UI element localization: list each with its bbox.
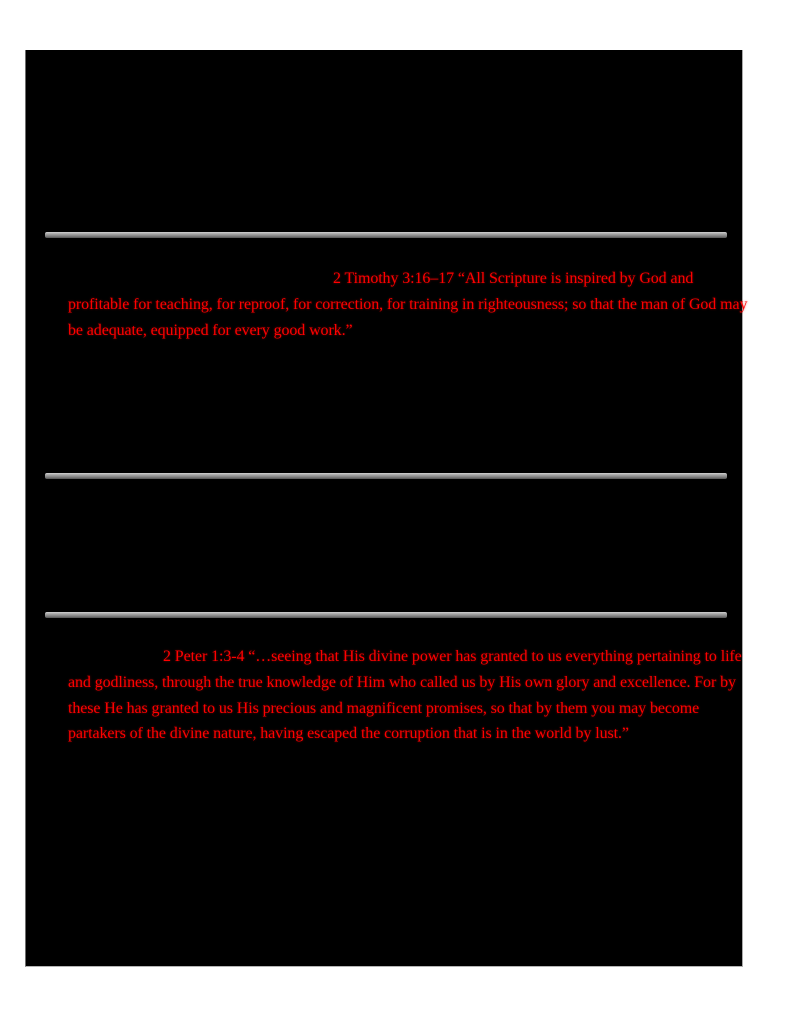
scripture-quote-line: profitable for teaching, for reproof, for correction, for training in righteousness; so that the man of God may — [68, 296, 748, 313]
horizontal-rule-2 — [45, 473, 727, 479]
scripture-quote-line: 2 Timothy 3:16–17 “All Scripture is inspired by God and — [333, 270, 694, 287]
scripture-quote-line: be adequate, equipped for every good work.” — [68, 322, 353, 339]
scripture-quote-line: 2 Peter 1:3-4 “…seeing that His divine power has granted to us everything pertaining to life — [163, 648, 742, 665]
scripture-quote-line: these He has granted to us His precious and magnificent promises, so that by them you may become — [68, 700, 700, 717]
document-page — [25, 50, 748, 967]
horizontal-rule-1 — [45, 232, 727, 238]
horizontal-rule-3 — [45, 612, 727, 618]
scripture-quote-line: partakers of the divine nature, having escaped the corruption that is in the world by lust.” — [68, 725, 629, 742]
scripture-quote-line: and godliness, through the true knowledge of Him who called us by His own glory and excellence. For by — [68, 674, 736, 691]
